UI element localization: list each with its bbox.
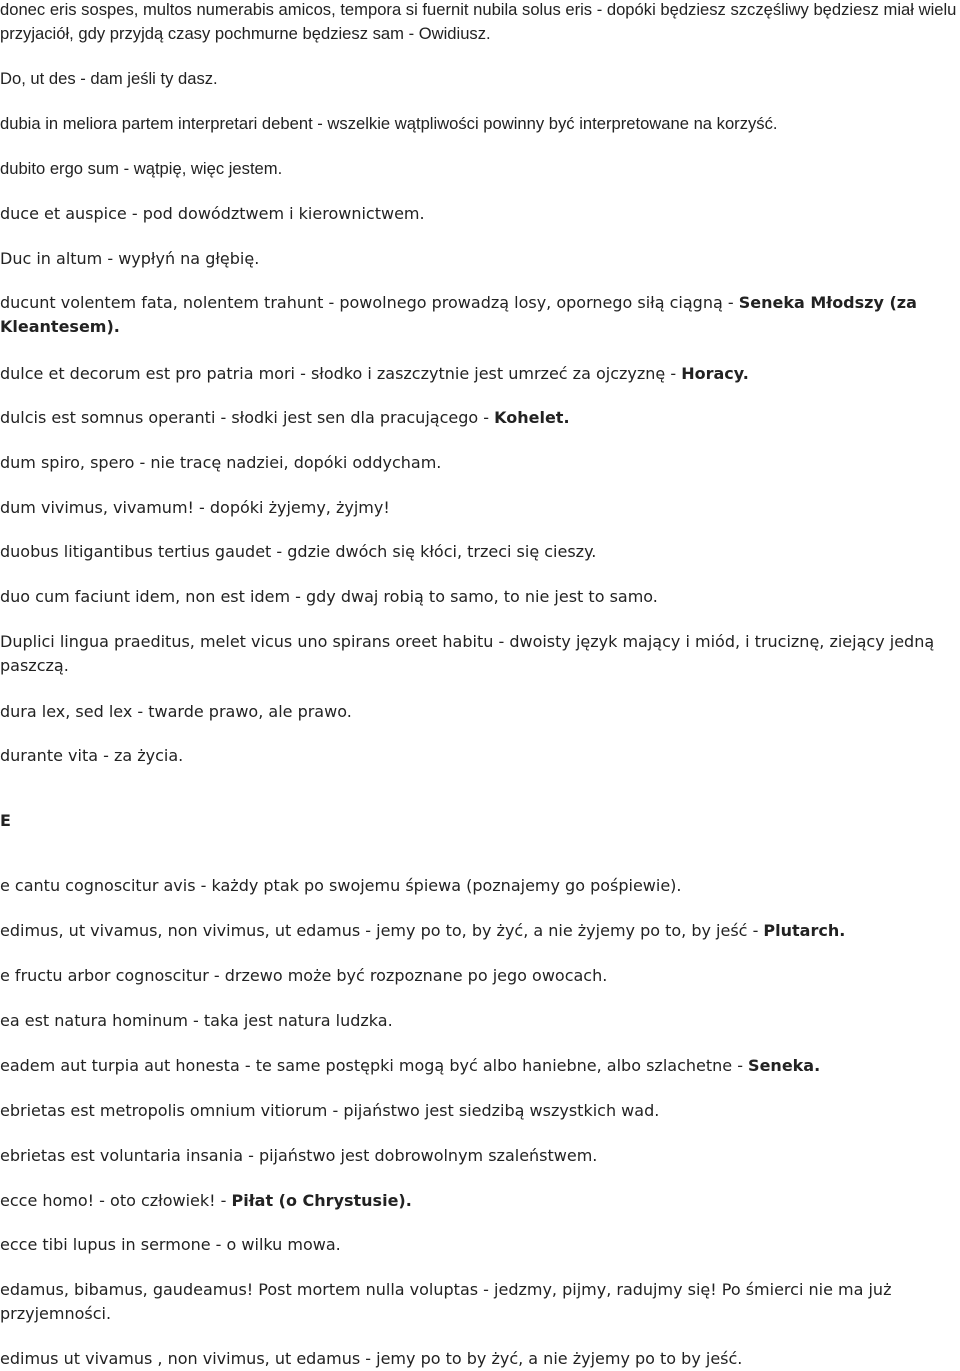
entry-duobus-litigantibus: duobus litigantibus tertius gaudet - gdzie dwóch się kłóci, trzeci się cieszy. <box>0 542 597 561</box>
entry-dubito-ergo-sum: dubito ergo sum - wątpię, więc jestem. <box>0 159 283 178</box>
entry-dulce-et-decorum: dulce et decorum est pro patria mori - słodko i zaszczytnie jest umrzeć za ojczyznę - Horacy. <box>0 364 749 383</box>
author-name: Seneka Młodszy (za Kleantesem). <box>0 293 917 336</box>
entry-ducunt-volentem-fata: ducunt volentem fata, nolentem trahunt - powolnego prowadzą losy, opornego siłą ciągną - Seneka Młodszy (za Kleantesem). <box>0 293 917 336</box>
entry-ecce-homo: ecce homo! - oto człowiek! - Piłat (o Chrystusie). <box>0 1191 412 1210</box>
entry-duo-cum-faciunt: duo cum faciunt idem, non est idem - gdy dwaj robią to samo, to nie jest to samo. <box>0 587 658 606</box>
entry-duc-in-altum: Duc in altum - wypłyń na głębię. <box>0 249 260 268</box>
author-name: Seneka. <box>748 1056 821 1075</box>
entry-edamus-bibamus: edamus, bibamus, gaudeamus! Post mortem nulla voluptas - jedzmy, pijmy, radujmy się! Po śmierci nie ma już przyjemności. <box>0 1280 892 1323</box>
entry-dura-lex: dura lex, sed lex - twarde prawo, ale prawo. <box>0 702 352 721</box>
entry-dubia-in-meliora: dubia in meliora partem interpretari debent - wszelkie wątpliwości powinny być interpretowane na korzyść. <box>0 114 778 133</box>
entry-ea-est-natura: ea est natura hominum - taka jest natura ludzka. <box>0 1011 393 1030</box>
entry-e-fructu-arbor: e fructu arbor cognoscitur - drzewo może być rozpoznane po jego owocach. <box>0 966 608 985</box>
entry-dum-vivimus: dum vivimus, vivamum! - dopóki żyjemy, żyjmy! <box>0 498 390 517</box>
entry-donec-eris-sospes: donec eris sospes, multos numerabis amicos, tempora si fuernit nubila solus eris - dopóki będziesz szczęśliwy będziesz miał wielu przyjaciół, gdy przyjdą czasy pochmurne będziesz sam - Owidiusz. <box>0 0 957 43</box>
entry-edimus-ut-vivamus: edimus, ut vivamus, non vivimus, ut edamus - jemy po to, by żyć, a nie żyjemy po to, by jeść - Plutarch. <box>0 921 846 940</box>
entry-duplici-lingua: Duplici lingua praeditus, melet vicus uno spirans oreet habitu - dwoisty język mający i miód, i truciznę, ziejący jedną paszczą. <box>0 632 935 675</box>
entry-ebrietas-insania: ebrietas est voluntaria insania - pijaństwo jest dobrowolnym szaleństwem. <box>0 1146 598 1165</box>
author-name: Plutarch. <box>763 921 846 940</box>
entry-edimus-ut-vivamus-2: edimus ut vivamus , non vivimus, ut edamus - jemy po to by żyć, a nie żyjemy po to by jeść. <box>0 1349 743 1368</box>
entry-e-cantu: e cantu cognoscitur avis - każdy ptak po swojemu śpiewa (poznajemy go pośpiewie). <box>0 876 682 895</box>
author-name: Kohelet. <box>494 408 570 427</box>
entry-ebrietas-metropolis: ebrietas est metropolis omnium vitiorum - pijaństwo jest siedzibą wszystkich wad. <box>0 1101 660 1120</box>
author-name: Horacy. <box>681 364 749 383</box>
entry-duce-et-auspice: duce et auspice - pod dowództwem i kierownictwem. <box>0 204 425 223</box>
entry-eadem-aut-turpia: eadem aut turpia aut honesta - te same postępki mogą być albo haniebne, albo szlachetne - Seneka. <box>0 1056 821 1075</box>
entry-dum-spiro-spero: dum spiro, spero - nie tracę nadziei, dopóki oddycham. <box>0 453 442 472</box>
author-name: Piłat (o Chrystusie). <box>231 1191 412 1210</box>
entry-do-ut-des: Do, ut des - dam jeśli ty dasz. <box>0 69 218 88</box>
entry-dulcis-est-somnus: dulcis est somnus operanti - słodki jest sen dla pracującego - Kohelet. <box>0 408 570 427</box>
entry-durante-vita: durante vita - za życia. <box>0 746 184 765</box>
section-letter-heading: E <box>0 811 11 830</box>
entry-ecce-tibi-lupus: ecce tibi lupus in sermone - o wilku mowa. <box>0 1235 341 1254</box>
